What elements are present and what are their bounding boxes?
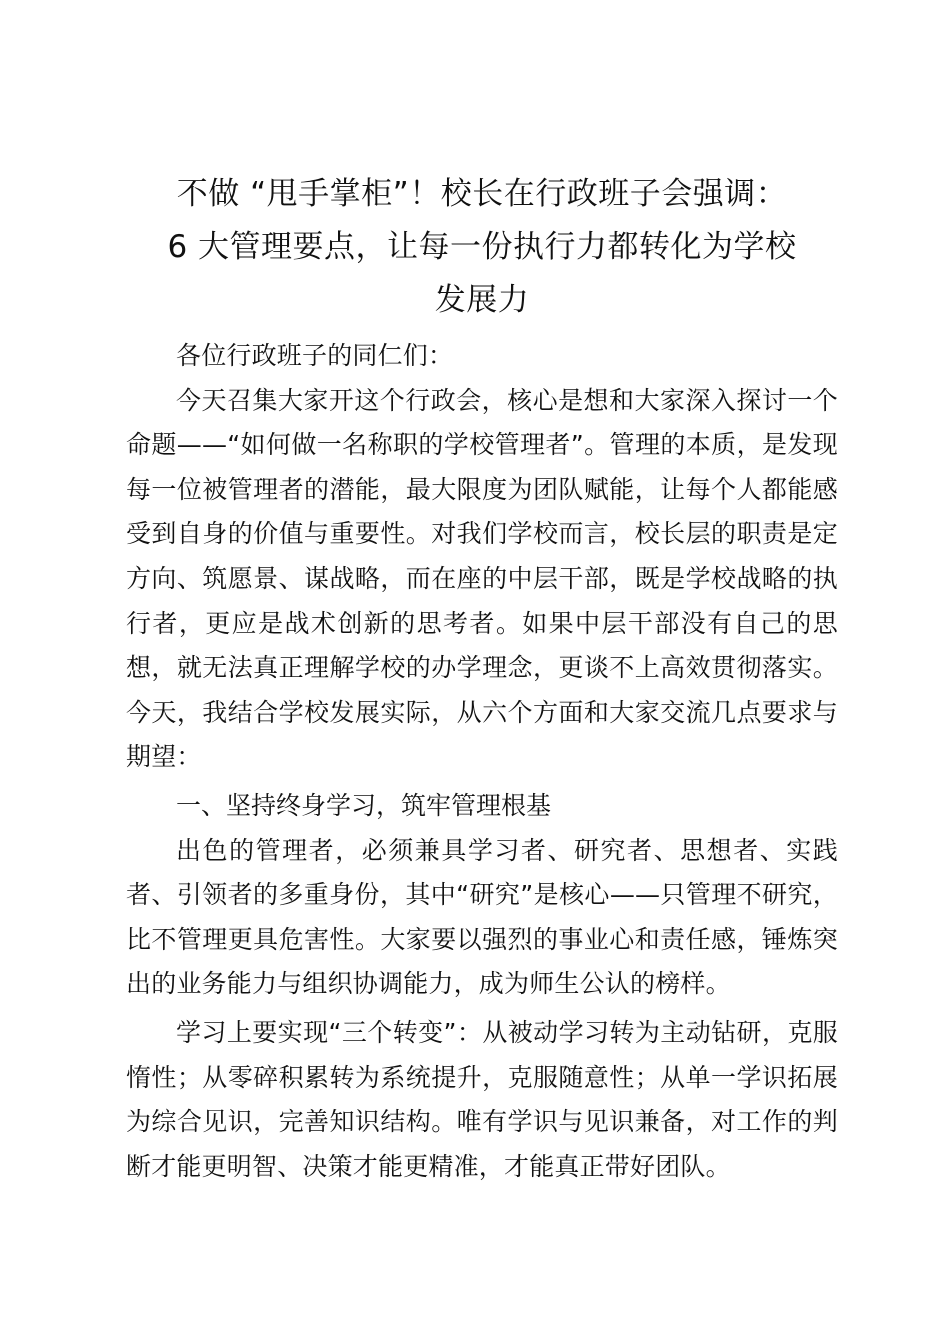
document-title: [126, 168, 838, 327]
greeting: 各位行政班子的同仁们：: [176, 341, 454, 370]
title-line-2: 6 大管理要点，让每一份执行力都转化为学校: [167, 229, 797, 265]
document-page: [126, 168, 838, 1189]
paragraph-intro: 今天召集大家开这个行政会，核心是想和大家深入探讨一个命题——“如何做一名称职的学校管理者”。管理的本质，是发现每一位被管理者的潜能，最大限度为团队赋能，让每个人都能感受到自身的价值与重要性。对我们学校而言，校长层的职责是定方向、筑愿景、谋战略，而在座的中层干部，既是学校战略的执行者，更应是战术创新的思考者。如果中层干部没有自己的思想，就无法真正理解学校的办学理念，更谈不上高效贯彻落实。今天，我结合学校发展实际，从六个方面和大家交流几点要求与期望：: [126, 385, 838, 772]
title-line-1: 不做 “甩手掌柜”！校长在行政班子会强调：: [176, 176, 788, 212]
section-heading-1: 一、坚持终身学习，筑牢管理根基: [176, 790, 552, 820]
paragraph-learning: 学习上要实现“三个转变”：从被动学习转为主动钻研，克服惰性；从零碎积累转为系统提升，克服随意性；从单一学识拓展为综合见识，完善知识结构。唯有学识与见识兼备，对工作的判断才能更明智、决策才能更精准，才能真正带好团队。: [126, 1017, 838, 1181]
paragraph-role: 出色的管理者，必须兼具学习者、研究者、思想者、实践者、引领者的多重身份，其中“研究”是核心——只管理不研究，比不管理更具危害性。大家要以强烈的事业心和责任感，锤炼突出的业务能力与组织协调能力，成为师生公认的榜样。: [126, 835, 838, 999]
title-line-3: 发展力: [434, 282, 530, 318]
